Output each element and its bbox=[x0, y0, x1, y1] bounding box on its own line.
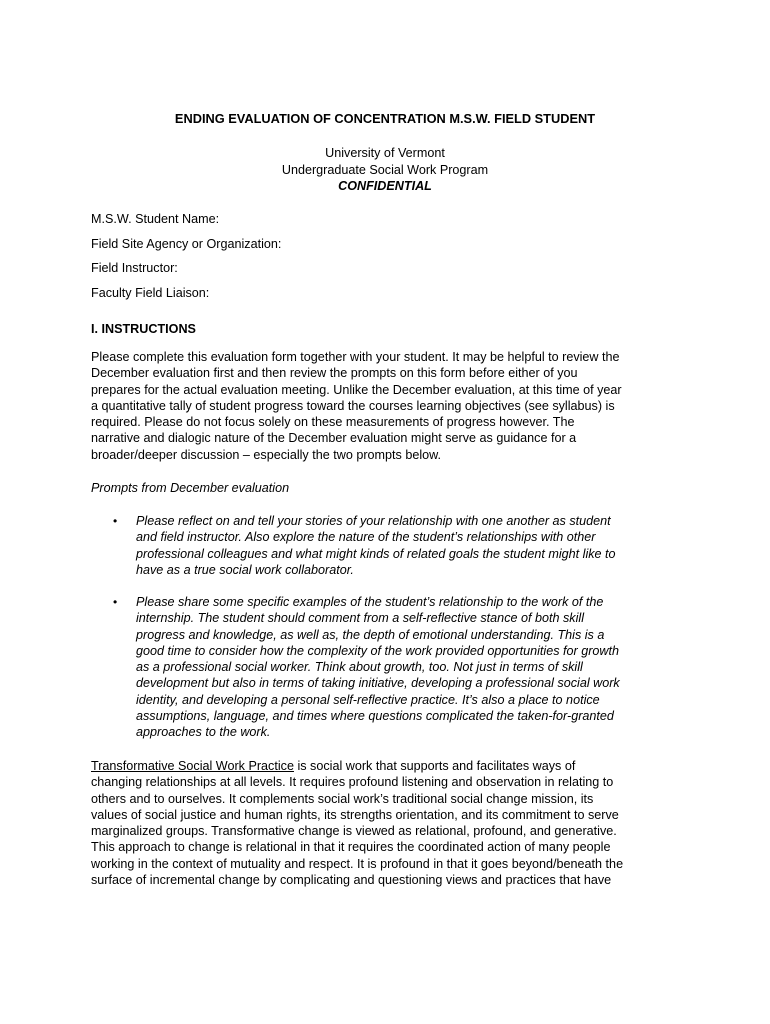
prompt-line: professional colleagues and what might kinds of related goals the student might like to bbox=[136, 546, 616, 561]
field-student-name: M.S.W. Student Name: bbox=[91, 212, 220, 226]
prompt-line: good time to consider how the complexity of the work provided opportunities for growth bbox=[136, 643, 620, 658]
program-name: Undergraduate Social Work Program bbox=[281, 163, 489, 177]
paragraph-line: required. Please do not focus solely on these measurements of progress however. The bbox=[91, 415, 575, 430]
paragraph-line bbox=[91, 758, 691, 774]
prompt-line: have as a true social work collaborator. bbox=[136, 562, 354, 577]
paragraph-line: a quantitative tally of student progress toward the courses learning objectives (see syllabus) is bbox=[91, 398, 615, 413]
prompt-line: Please share some specific examples of the student’s relationship to the work of the bbox=[136, 595, 604, 609]
paragraph-line: Please complete this evaluation form together with your student. It may be helpful to review the bbox=[91, 350, 620, 364]
prompt-line: as a professional social worker. Think about growth, too. Not just in terms of skill bbox=[136, 660, 583, 675]
instructions-paragraph bbox=[91, 349, 691, 463]
prompt-item bbox=[136, 513, 696, 578]
transformative-term: Transformative Social Work Practice bbox=[91, 759, 294, 773]
paragraph-line: surface of incremental change by complicating and questioning views and practices that have bbox=[91, 873, 612, 888]
prompt-line: progress and knowledge, as well as, the depth of emotional understanding. This is a bbox=[136, 627, 605, 642]
prompt-line: Please reflect on and tell your stories of your relationship with one another as student bbox=[136, 514, 611, 528]
paragraph-line: narrative and dialogic nature of the December evaluation might serve as guidance for a bbox=[91, 431, 577, 446]
prompt-line: identity, and developing a personal self-reflective practice. It’s also a place to notice bbox=[136, 692, 600, 707]
paragraph-line: prepares for the actual evaluation meeting. Unlike the December evaluation, at this time of year bbox=[91, 382, 622, 397]
prompt-line: assumptions, language, and times where questions complicated the taken-for-granted bbox=[136, 709, 614, 724]
document-title: ENDING EVALUATION OF CONCENTRATION M.S.W. FIELD STUDENT bbox=[174, 111, 596, 126]
instructions-heading: I. INSTRUCTIONS bbox=[91, 322, 196, 336]
transformative-paragraph bbox=[91, 758, 691, 888]
paragraph-line-rest: is social work that supports and facilitates ways of bbox=[293, 759, 576, 773]
prompts-heading: Prompts from December evaluation bbox=[91, 481, 290, 495]
paragraph-line: values of social justice and human rights, its strengths orientation, and its commitment to serve bbox=[91, 807, 619, 822]
field-agency: Field Site Agency or Organization: bbox=[91, 237, 282, 251]
confidential-label: CONFIDENTIAL bbox=[338, 179, 432, 193]
university-name: University of Vermont bbox=[325, 146, 445, 160]
prompt-line: and field instructor. Also explore the nature of the student’s relationships with other bbox=[136, 530, 596, 545]
prompt-line: development but also in terms of taking initiative, developing a professional social work bbox=[136, 676, 620, 691]
paragraph-line: broader/deeper discussion – especially the two prompts below. bbox=[91, 447, 442, 462]
paragraph-line: working in the context of mutuality and respect. It is profound in that it goes beyond/beneath the bbox=[91, 856, 624, 871]
prompt-item bbox=[136, 594, 696, 741]
paragraph-line: This approach to change is relational in that it requires the coordinated action of many people bbox=[91, 840, 611, 855]
bullet-icon: • bbox=[113, 514, 118, 528]
paragraph-line: marginalized groups. Transformative change is viewed as relational, profound, and generative. bbox=[91, 824, 617, 839]
bullet-icon: • bbox=[113, 595, 118, 609]
prompt-line: approaches to the work. bbox=[136, 725, 271, 740]
paragraph-line: others and to ourselves. It complements social work’s traditional social change mission, its bbox=[91, 791, 594, 806]
prompt-line: internship. The student should comment from a self-reflective stance of both skill bbox=[136, 611, 584, 626]
paragraph-line: changing relationships at all levels. It requires profound listening and observation in relating to bbox=[91, 775, 614, 790]
field-instructor: Field Instructor: bbox=[91, 261, 178, 275]
paragraph-line: December evaluation first and then review the prompts on this form before either of you bbox=[91, 366, 578, 381]
field-liaison: Faculty Field Liaison: bbox=[91, 286, 210, 300]
